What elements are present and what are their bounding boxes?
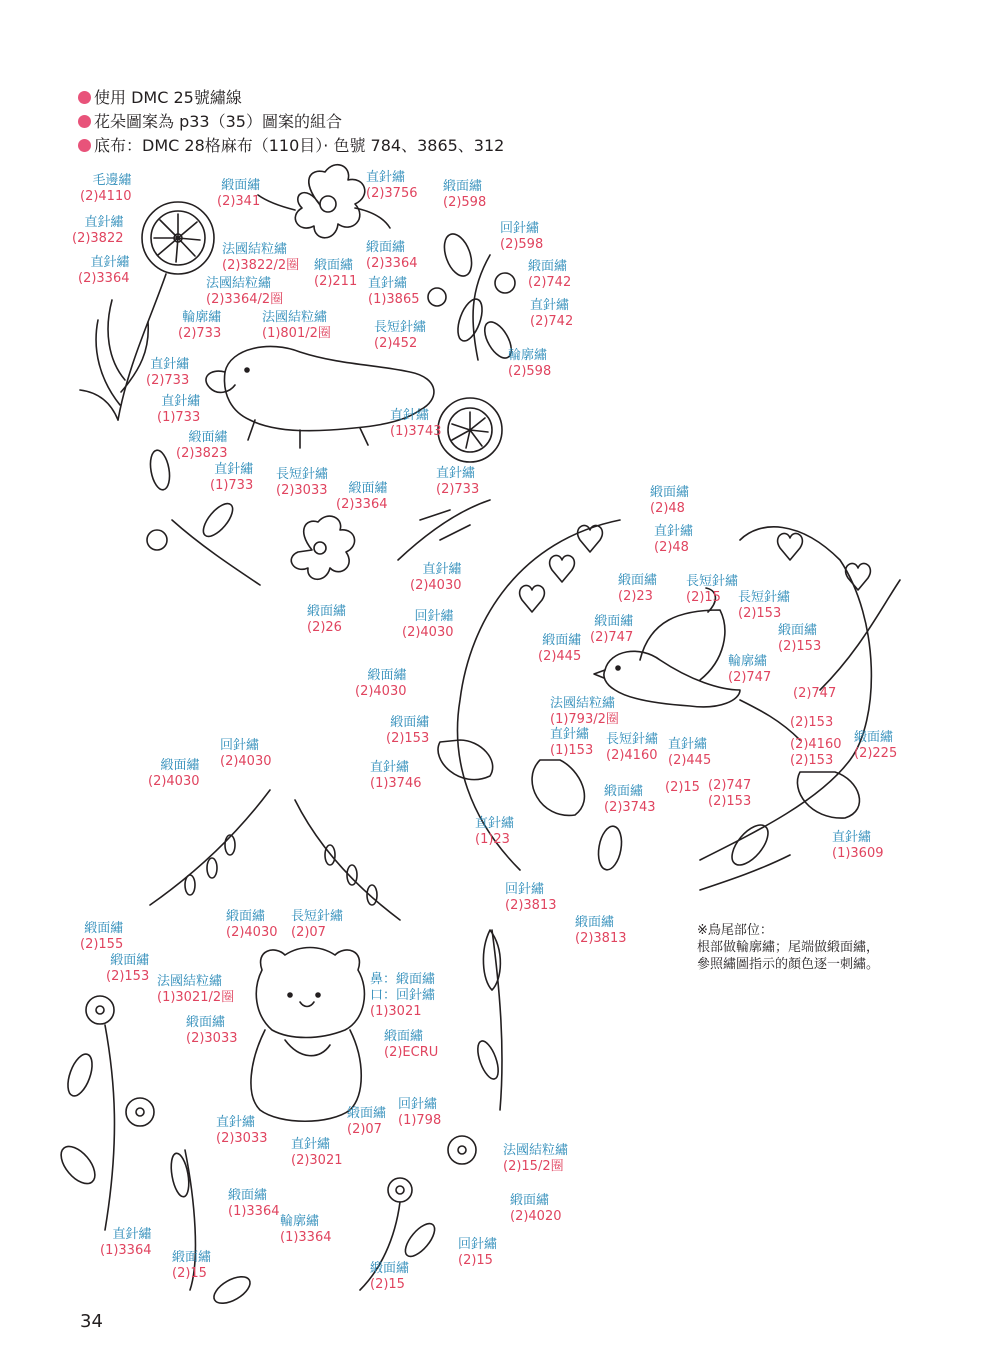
callout-label: 直針繡 (1)23 — [475, 816, 515, 847]
callout-label: 緞面繡 (2)26 — [307, 604, 347, 635]
leaf-branch — [398, 500, 490, 560]
callout-label: 回針繡 (2)3813 — [505, 882, 557, 913]
callout-label: (2)747 (2)153 — [708, 778, 752, 809]
callout-label: 直針繡 (1)153 — [550, 727, 594, 758]
callout-label: 緞面繡 (2)ECRU — [384, 1029, 439, 1060]
callout-label: 緞面繡 (2)445 — [538, 633, 582, 664]
callout-label: 長短針繡 (2)15 — [686, 574, 739, 605]
callout-label: 緞面繡 (2)4030 — [355, 668, 407, 699]
callout-label: 緞面繡 (2)23 — [618, 573, 658, 604]
callout-label: 輪廓繡 (2)598 — [508, 348, 552, 379]
bird-tail-note: ※鳥尾部位： 根部做輪廓繡；尾端做緞面繡， 參照繡圖指示的顏色逐一刺繡。 — [697, 923, 880, 972]
callout-label: 毛邊繡 (2)4110 — [80, 173, 132, 204]
callout-label: 緞面繡 (2)211 — [314, 258, 358, 289]
callout-label: 緞面繡 (2)742 — [528, 259, 572, 290]
callout-label: 緞面繡 (2)15 — [172, 1250, 212, 1281]
callout-label: 輪廓繡 (1)3364 — [280, 1214, 332, 1245]
wheat-stalk-left — [168, 1150, 254, 1309]
callout-label: 緞面繡 (2)225 — [854, 730, 898, 761]
callout-label: (2)15 — [665, 780, 700, 795]
wheat-stalk-right — [474, 930, 503, 1110]
callout-label: 長短針繡 (2)153 — [738, 590, 791, 621]
callout-label: 緞面繡 (2)3033 — [186, 1015, 238, 1046]
callout-label: 緞面繡 (2)4020 — [510, 1193, 562, 1224]
callout-label: 緞面繡 (2)153 — [778, 623, 822, 654]
callout-label: 直針繡 (1)3743 — [390, 408, 442, 439]
callout-label: 直針繡 (2)3364 — [78, 255, 130, 286]
callout-label: 直針繡 (2)3033 — [216, 1115, 268, 1146]
callout-label: 回針繡 (2)4030 — [402, 609, 454, 640]
small-flowers-lower-left — [55, 996, 154, 1230]
intro-line-2: 花朵圖案為 p33（35）圖案的組合 — [78, 112, 342, 132]
callout-label: 鼻：緞面繡 口：回針繡 — [370, 972, 436, 1003]
callout-label: 緞面繡 (2)4030 — [148, 758, 200, 789]
callout-label: 緞面繡 (2)153 — [106, 953, 150, 984]
callout-label: 法國結粒繡 (1)3021/2圈 — [157, 974, 235, 1005]
callout-label: 緞面繡 (2)155 — [80, 921, 124, 952]
callout-label: 回針繡 (2)15 — [458, 1237, 498, 1268]
callout-label: 直針繡 (1)3364 — [100, 1227, 152, 1258]
callout-label: 直針繡 (1)3609 — [832, 830, 884, 861]
callout-label: 法國結粒繡 (2)3364/2圈 — [206, 276, 284, 307]
callout-label: 回針繡 (2)4030 — [220, 738, 272, 769]
round-flower-right — [438, 398, 502, 462]
callout-label: (2)153 — [790, 715, 834, 730]
callout-label: 直針繡 (1)733 — [157, 394, 201, 425]
five-petal-flower-bottom — [291, 516, 354, 579]
callout-label: 直針繡 (2)48 — [654, 524, 694, 555]
callout-label: 直針繡 (2)4030 — [410, 562, 462, 593]
callout-label: 緞面繡 (2)747 — [590, 614, 634, 645]
callout-label: 法國結粒繡 (1)793/2圈 — [550, 696, 619, 727]
callout-label: 輪廓繡 (2)733 — [178, 310, 222, 341]
callout-label: (2)747 — [793, 686, 837, 701]
callout-label: 緞面繡 (2)153 — [386, 715, 430, 746]
callout-label: 長短針繡 (2)3033 — [276, 467, 329, 498]
callout-label: 緞面繡 (1)3364 — [228, 1188, 280, 1219]
callout-label: 長短針繡 (2)452 — [374, 320, 427, 351]
callout-label: 直針繡 (1)3746 — [370, 760, 422, 791]
callout-label: 緞面繡 (2)4030 — [226, 909, 278, 940]
callout-label: 緞面繡 (2)48 — [650, 485, 690, 516]
bear — [251, 948, 365, 1122]
callout-label: 直針繡 (2)733 — [436, 466, 480, 497]
callout-label: 直針繡 (2)445 — [668, 737, 712, 768]
callout-label: 長短針繡 (2)07 — [291, 909, 344, 940]
callout-label: 法國結粒繡 (2)3822/2圈 — [222, 242, 300, 273]
callout-label: 輪廓繡 (2)747 — [728, 654, 772, 685]
callout-label: 回針繡 (1)798 — [398, 1097, 442, 1128]
callout-label: 直針繡 (1)3865 — [368, 276, 420, 307]
callout-label: 直針繡 (2)733 — [146, 357, 190, 388]
callout-label: 緞面繡 (2)341 — [217, 178, 261, 209]
callout-label: 緞面繡 (2)3364 — [366, 240, 418, 271]
intro-line-3: 底布：DMC 28格麻布（110目）· 色號 784、3865、312 — [78, 136, 504, 156]
callout-label: 緞面繡 (2)3813 — [575, 915, 627, 946]
willow-branches — [150, 790, 400, 920]
callout-label: 緞面繡 (2)598 — [443, 179, 487, 210]
callout-label: 法國結粒繡 (1)801/2圈 — [262, 310, 331, 341]
callout-label: 直針繡 (2)3756 — [366, 170, 418, 201]
callout-label: 回針繡 (2)598 — [500, 221, 544, 252]
callout-label: 直針繡 (2)3822 — [72, 215, 124, 246]
callout-label: (1)3021 — [370, 1004, 422, 1019]
callout-label: 緞面繡 (2)3364 — [336, 481, 388, 512]
page-number: 34 — [80, 1311, 103, 1332]
callout-label: 緞面繡 (2)15 — [370, 1261, 410, 1292]
callout-label: 直針繡 (2)3021 — [291, 1137, 343, 1168]
callout-label: 緞面繡 (2)3823 — [176, 430, 228, 461]
callout-label: 直針繡 (2)742 — [530, 298, 574, 329]
intro-line-1: 使用 DMC 25號繡線 — [78, 88, 242, 108]
callout-label: 法國結粒繡 (2)15/2圈 — [503, 1143, 569, 1174]
callout-label: 長短針繡 (2)4160 — [606, 732, 659, 763]
callout-label: 緞面繡 (2)07 — [347, 1106, 387, 1137]
callout-label: 直針繡 (1)733 — [210, 462, 254, 493]
callout-label: (2)4160 (2)153 — [790, 737, 842, 768]
callout-label: 緞面繡 (2)3743 — [604, 784, 656, 815]
